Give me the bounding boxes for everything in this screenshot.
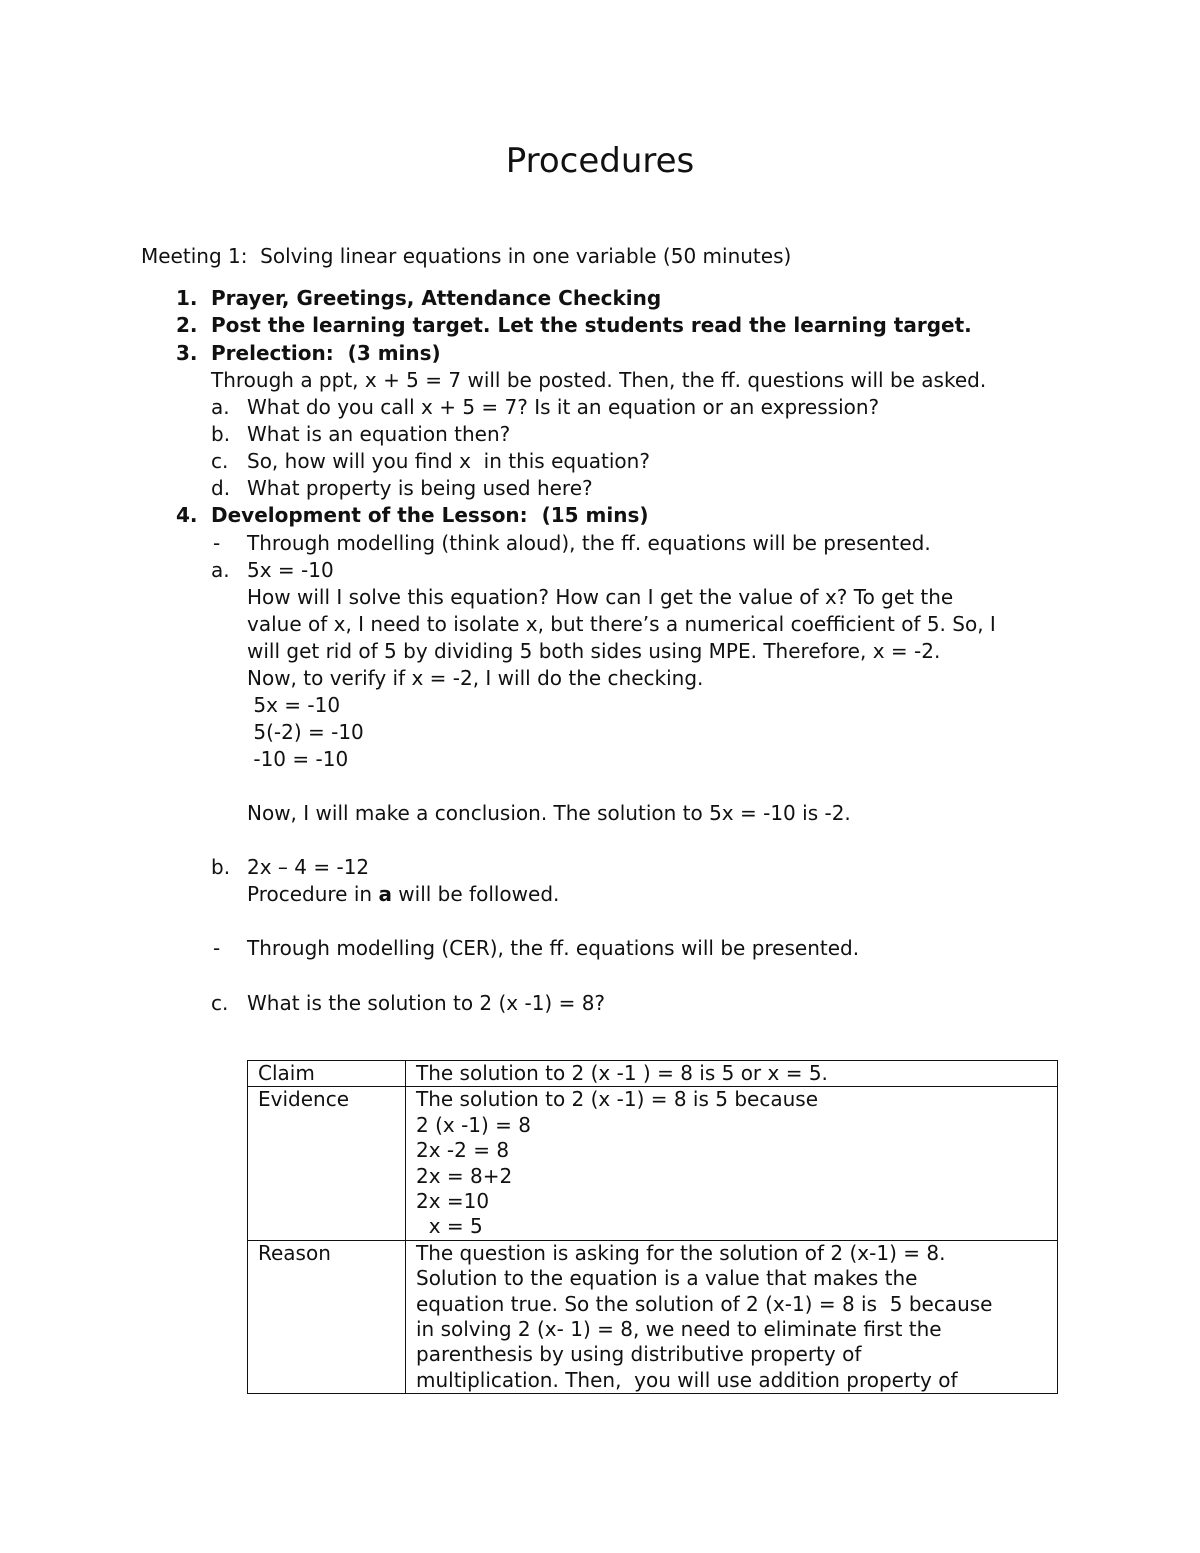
cell-line: 2x -2 = 8 — [416, 1138, 510, 1163]
row-key: Claim — [248, 1061, 406, 1087]
page-title: Procedures — [505, 141, 695, 181]
cell-line: 2 (x -1) = 8 — [416, 1112, 532, 1137]
cell-line: The solution to 2 (x -1 ) = 8 is 5 or x = 5. — [416, 1061, 828, 1085]
cell-line: multiplication. Then, you will use addition property of — [416, 1367, 958, 1392]
row-value — [406, 1061, 1058, 1087]
step-number: 4. — [176, 503, 198, 527]
cell-line: in solving 2 (x- 1) = 8, we need to eliminate first the — [416, 1317, 942, 1342]
step-number: 2. — [176, 313, 198, 337]
cell-line: x = 5 — [416, 1214, 483, 1239]
question-label: d. — [211, 476, 231, 500]
explanation-line: How will I solve this equation? How can I get the value of x? To get the — [247, 585, 954, 609]
example-label: c. — [211, 991, 229, 1015]
procedure-line — [247, 881, 559, 908]
procedure-ref: a — [378, 882, 392, 906]
question-label: b. — [211, 422, 231, 446]
row-key: Evidence — [248, 1087, 406, 1240]
question-label: a. — [211, 395, 230, 419]
explanation-line: Now, to verify if x = -2, I will do the checking. — [247, 666, 704, 690]
procedure-text-post: will be followed. — [391, 882, 560, 906]
dash-text: Through modelling (think aloud), the ff. equations will be presented. — [247, 531, 931, 555]
dash-bullet: - — [213, 531, 221, 555]
cell-line: The solution to 2 (x -1) = 8 is 5 because — [416, 1087, 818, 1112]
cell-line: equation true. So the solution of 2 (x-1) = 8 is 5 because — [416, 1291, 993, 1316]
explanation-line: will get rid of 5 by dividing 5 both sides using MPE. Therefore, x = -2. — [247, 639, 941, 663]
cer-table — [247, 1060, 1058, 1394]
cell-line: The question is asking for the solution of 2 (x-1) = 8. — [416, 1240, 946, 1265]
example-label: b. — [211, 855, 231, 879]
explanation-line: value of x, I need to isolate x, but there’s a numerical coefficient of 5. So, I — [247, 612, 996, 636]
step-text: Development of the Lesson: (15 mins) — [211, 503, 649, 527]
dash-text: Through modelling (CER), the ff. equations will be presented. — [247, 936, 860, 960]
example-equation: 5x = -10 — [247, 558, 334, 582]
check-line: 5x = -10 — [247, 693, 341, 717]
question-text: What property is being used here? — [247, 476, 593, 500]
example-label: a. — [211, 558, 230, 582]
step-number: 1. — [176, 286, 198, 310]
question-text: So, how will you find x in this equation? — [247, 449, 650, 473]
cell-line: 2x =10 — [416, 1189, 490, 1214]
row-value — [406, 1087, 1058, 1240]
question-text: What do you call x + 5 = 7? Is it an equation or an expression? — [247, 395, 880, 419]
conclusion-line: Now, I will make a conclusion. The solution to 5x = -10 is -2. — [247, 801, 851, 825]
question-label: c. — [211, 449, 229, 473]
example-equation: 2x – 4 = -12 — [247, 855, 370, 879]
meeting-heading: Meeting 1: Solving linear equations in one variable (50 minutes) — [141, 244, 792, 268]
check-line: -10 = -10 — [247, 747, 349, 771]
prelection-intro: Through a ppt, x + 5 = 7 will be posted. Then, the ff. questions will be asked. — [211, 368, 987, 392]
procedure-text-pre: Procedure in — [247, 882, 379, 906]
dash-bullet: - — [213, 936, 221, 960]
step-text: Post the learning target. Let the students read the learning target. — [211, 313, 972, 337]
step-text: Prelection: (3 mins) — [211, 341, 441, 365]
check-line: 5(-2) = -10 — [247, 720, 364, 744]
question-text: What is an equation then? — [247, 422, 511, 446]
cell-line: parenthesis by using distributive property of — [416, 1342, 862, 1367]
step-text: Prayer, Greetings, Attendance Checking — [211, 286, 662, 310]
row-value — [406, 1240, 1058, 1393]
cell-line: Solution to the equation is a value that makes the — [416, 1266, 918, 1291]
table-row — [248, 1240, 1058, 1393]
step-number: 3. — [176, 341, 198, 365]
example-question: What is the solution to 2 (x -1) = 8? — [247, 991, 606, 1015]
cell-line: 2x = 8+2 — [416, 1163, 513, 1188]
table-row — [248, 1061, 1058, 1087]
table-row — [248, 1087, 1058, 1240]
row-key: Reason — [248, 1240, 406, 1393]
